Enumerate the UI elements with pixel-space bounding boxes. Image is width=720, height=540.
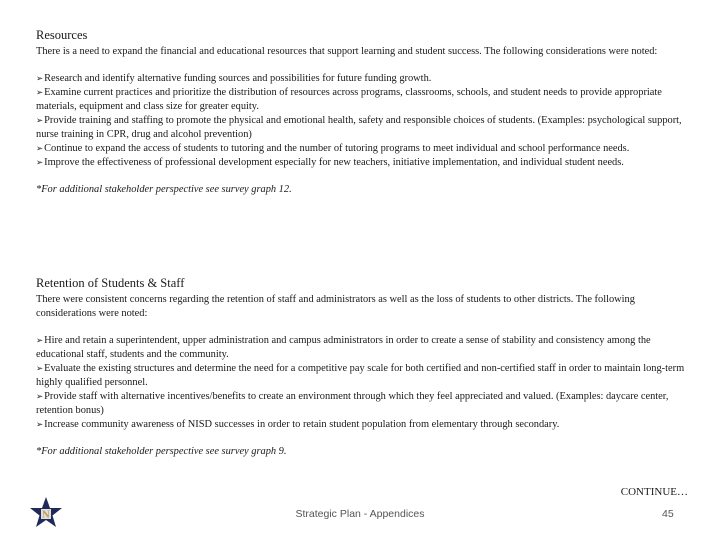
retention-section [36,276,688,469]
list-item: ➢Research and identify alternative funding sources and possibilities for future funding growth. [36,73,432,84]
page-number: 45 [662,508,674,520]
logo-letter: N [41,510,51,521]
retention-heading: Retention of Students & Staff [36,276,185,290]
list-item: ➢Increase community awareness of NISD successes in order to retain student population from elementary through secondary. [36,419,560,430]
list-item: ➢Continue to expand the access of students to tutoring and the number of tutoring programs to meet individual and school performance needs. [36,143,630,154]
footer-title: Strategic Plan - Appendices [295,508,425,520]
retention-intro: There were consistent concerns regarding the retention of staff and administrators as well as the loss of students to other districts. The following considerations were noted: [36,294,635,319]
arrow-bullet-icon: ➢ [36,88,44,98]
resources-section [36,28,688,207]
arrow-bullet-icon: ➢ [36,392,44,402]
continue-label: CONTINUE… [620,486,688,498]
list-item: ➢Provide staff with alternative incentives/benefits to create an environment through which they feel appreciated and valued. (Examples: daycare center, retention bonus) [36,391,669,416]
resources-survey-note: *For additional stakeholder perspective see survey graph 12. [36,184,292,195]
list-item: ➢Hire and retain a superintendent, upper administration and campus administrators in order to create a sense of stability and consistency among the educational staff, students and the community. [36,335,651,360]
arrow-bullet-icon: ➢ [36,420,44,430]
resources-heading: Resources [36,28,88,42]
list-item: ➢Examine current practices and prioritize the distribution of resources across programs, classrooms, schools, and student needs to provide appropriate materials, equipment and class size for greater equity. [36,87,662,112]
arrow-bullet-icon: ➢ [36,158,44,168]
arrow-bullet-icon: ➢ [36,116,44,126]
retention-survey-note: *For additional stakeholder perspective see survey graph 9. [36,446,287,457]
list-item: ➢Evaluate the existing structures and determine the need for a competitive pay scale for both certified and non-certified staff in order to maintain long-term highly qualified personnel. [36,363,685,388]
arrow-bullet-icon: ➢ [36,364,44,374]
arrow-bullet-icon: ➢ [36,144,44,154]
arrow-bullet-icon: ➢ [36,336,44,346]
arrow-bullet-icon: ➢ [36,74,44,84]
list-item: ➢Provide training and staffing to promote the physical and emotional health, safety and responsible choices of students. (Examples: psychological support, nurse training in CPR, drug and alcohol prevention) [36,115,682,140]
resources-intro: There is a need to expand the financial and educational resources that support learning and student success. The following considerations were noted: [36,46,658,57]
list-item: ➢Improve the effectiveness of professional development especially for new teachers, initiative implementation, and individual student needs. [36,157,624,168]
